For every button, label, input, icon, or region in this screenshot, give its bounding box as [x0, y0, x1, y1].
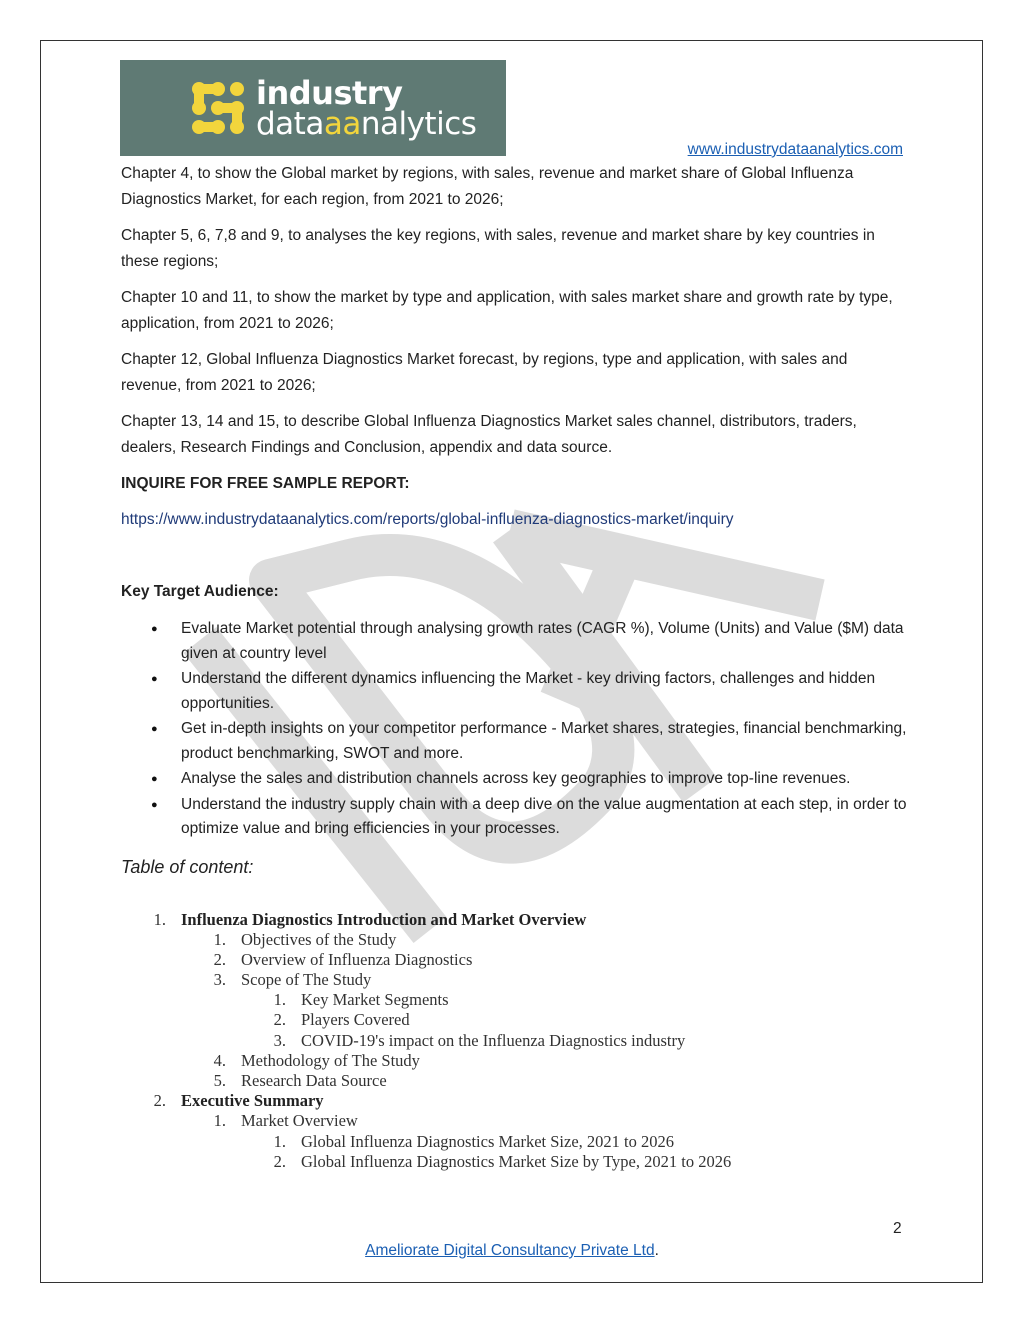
toc-entry: 3. COVID-19's impact on the Influenza Diagnostics industry — [273, 1030, 686, 1050]
toc-entry: 3. Scope of The Study — [213, 970, 372, 990]
toc-title: Table of content: — [121, 856, 254, 877]
main-content — [121, 161, 911, 1172]
list-item: ● Analyse the sales and distribution channels across key geographies to improve top-line revenues. — [121, 767, 911, 792]
toc-entry: 5. Research Data Source — [213, 1071, 387, 1090]
footer — [0, 1242, 1024, 1260]
table-of-contents — [121, 910, 911, 1172]
toc-entry: 4. Methodology of The Study — [213, 1050, 420, 1070]
toc-entry: 1. Market Overview — [213, 1111, 358, 1131]
logo-dots-icon — [190, 80, 246, 136]
toc-entry: 2. Executive Summary — [153, 1091, 324, 1111]
toc-entry: 2. Players Covered — [273, 1010, 410, 1030]
list-item: ● Understand the industry supply chain with a deep dive on the value augmentation at each step, in order to optimize value and bring efficiencies in your processes. — [121, 793, 911, 842]
list-item: ● Get in-depth insights on your competitor performance - Market shares, strategies, financial benchmarking, product benchmarking, SWOT and more. — [121, 717, 911, 766]
footer-period: . — [654, 1242, 659, 1259]
key-target-heading: Key Target Audience: — [121, 583, 279, 600]
website-link[interactable]: www.industrydataanalytics.com — [687, 141, 903, 158]
company-logo — [120, 60, 506, 156]
inquire-heading: INQUIRE FOR FREE SAMPLE REPORT: — [121, 475, 410, 492]
toc-entry: 1. Key Market Segments — [273, 990, 449, 1010]
paragraph: Chapter 5, 6, 7,8 and 9, to analyses the key regions, with sales, revenue and market share by key countries in these regions; — [121, 227, 875, 270]
list-item: ● Evaluate Market potential through analysing growth rates (CAGR %), Volume (Units) and Value ($M) data given at country level — [121, 617, 911, 666]
paragraph: Chapter 12, Global Influenza Diagnostics Market forecast, by regions, type and application, with sales and revenue, from 2021 to 2026; — [121, 351, 848, 394]
toc-entry: 1. Objectives of the Study — [213, 929, 397, 949]
logo-word-industry: industry — [256, 74, 403, 112]
paragraph: Chapter 4, to show the Global market by regions, with sales, revenue and market share of Global Influenza Diagnostics Market, for each region, from 2021 to 2026; — [121, 165, 854, 208]
toc-entry: 2. Global Influenza Diagnostics Market Size by Type, 2021 to 2026 — [273, 1151, 732, 1171]
inquiry-link[interactable]: https://www.industrydataanalytics.com/reports/global-influenza-diagnostics-market/inquiry — [121, 511, 734, 528]
list-item: ● Understand the different dynamics influencing the Market - key driving factors, challenges and hidden opportunities. — [121, 667, 911, 716]
page-number: 2 — [893, 1220, 902, 1237]
toc-entry: 1. Influenza Diagnostics Introduction and Market Overview — [153, 909, 587, 929]
paragraph: Chapter 10 and 11, to show the market by type and application, with sales market share and growth rate by type, application, from 2021 to 2026; — [121, 289, 893, 332]
audience-list — [121, 617, 911, 842]
footer-company-link[interactable]: Ameliorate Digital Consultancy Private Ltd — [365, 1242, 655, 1259]
logo-word-dataanalytics: dataaanalytics — [256, 106, 477, 142]
toc-entry: 2. Overview of Influenza Diagnostics — [213, 949, 473, 969]
paragraph: Chapter 13, 14 and 15, to describe Global Influenza Diagnostics Market sales channel, distributors, traders, dealers, Research Findings and Conclusion, appendix and data source. — [121, 413, 857, 456]
toc-entry: 1. Global Influenza Diagnostics Market Size, 2021 to 2026 — [273, 1131, 674, 1151]
